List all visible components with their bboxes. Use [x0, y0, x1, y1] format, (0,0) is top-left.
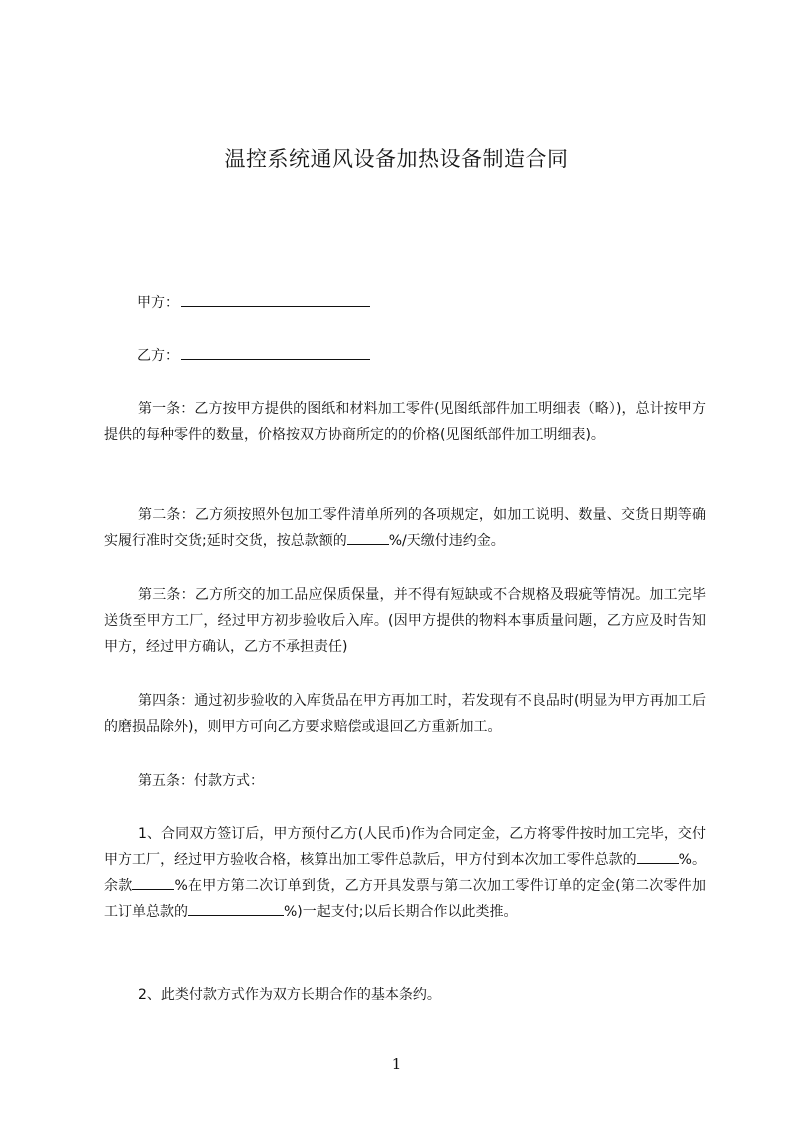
party-b-blank — [181, 345, 370, 360]
article-4 — [104, 688, 706, 740]
balance-percent-blank — [132, 876, 174, 890]
party-a-label: 甲方： — [137, 295, 179, 311]
article-3-text: 第三条：乙方所交的加工品应保质保量，并不得有短缺或不合规格及瑕疵等情况。加工完毕送货至甲方工厂，经过甲方初步验收后入库。(因甲方提供的物料本事质量问题，乙方应及时告知甲方，经过甲方确认，乙方不承担责任) — [104, 587, 706, 655]
article-3 — [104, 582, 706, 660]
party-b-line — [137, 345, 370, 366]
payment-item-1 — [104, 821, 706, 925]
payment-item-2-text: 2、此类付款方式作为双方长期合作的基本条约。 — [138, 987, 441, 1003]
payment-item-1-part-b: %。余款 — [104, 852, 706, 894]
article-2 — [104, 502, 706, 554]
payment-item-1-part-c: %在甲方第二次订单到货，乙方开具发票与第二次加工零件订单的定金(第二次零件加工订单总款的 — [104, 878, 707, 920]
party-a-blank — [181, 292, 370, 307]
party-b-label: 乙方： — [137, 348, 179, 364]
article-2-text — [104, 502, 706, 554]
article-5-heading: 第五条：付款方式： — [138, 773, 264, 789]
payment-item-1-part-d: %)一起支付;以后长期合作以此类推。 — [284, 904, 518, 920]
first-payment-percent-blank — [637, 850, 679, 864]
document-title: 温控系统通风设备加热设备制造合同 — [224, 147, 569, 171]
party-a-line — [137, 292, 370, 313]
article-5 — [104, 768, 706, 794]
article-2-text-after: %/天缴付违约金。 — [388, 533, 505, 549]
second-order-percent-blank — [188, 902, 284, 916]
article-4-text: 第四条：通过初步验收的入库货品在甲方再加工时，若发现有不良品时(明显为甲方再加工后的磨损品除外)，则甲方可向乙方要求赔偿或退回乙方重新加工。 — [104, 693, 706, 735]
page-number: 1 — [391, 1055, 402, 1073]
article-1-text: 第一条：乙方按甲方提供的图纸和材料加工零件(见图纸部件加工明细表（略）)，总计按甲方提供的每种零件的数量，价格按双方协商所定的的价格(见图纸部件加工明细表)。 — [104, 401, 706, 443]
article-2-text-before: 第二条：乙方须按照外包加工零件清单所列的各项规定，如加工说明、数量、交货日期等确实履行准时交货;延时交货，按总款额的 — [104, 507, 706, 549]
payment-item-1-text — [104, 821, 706, 925]
payment-item-1-part-a: 1、合同双方签订后，甲方预付乙方(人民币)作为合同定金，乙方将零件按时加工完毕，交付甲方工厂，经过甲方验收合格，核算出加工零件总款后，甲方付到本次加工零件总款的 — [104, 826, 706, 868]
payment-item-2 — [104, 982, 706, 1008]
penalty-rate-blank — [347, 531, 389, 545]
article-1 — [104, 396, 706, 448]
